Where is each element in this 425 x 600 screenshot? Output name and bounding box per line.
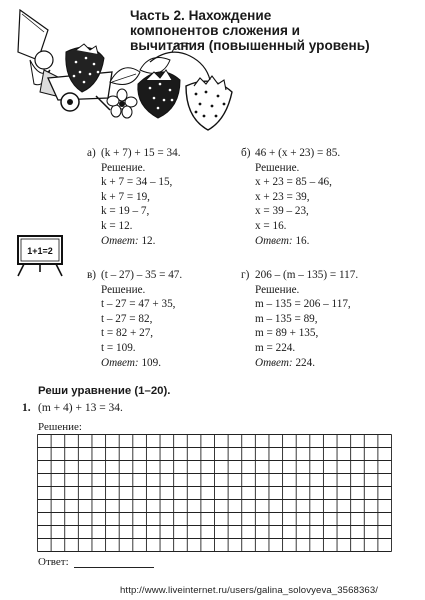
example-b-task-line xyxy=(241,146,341,161)
example-b-step: x + 23 = 39, xyxy=(255,190,310,203)
example-b xyxy=(241,146,341,248)
example-a xyxy=(87,146,181,248)
chalkboard-icon xyxy=(12,232,72,277)
exercise-number: 1. xyxy=(22,402,31,414)
example-g-step: m = 89 + 135, xyxy=(255,327,319,340)
title-line-1: Часть 2. Нахождение xyxy=(130,8,272,23)
example-a-answer-value: 12. xyxy=(141,234,156,247)
example-a-answer-label: Ответ: xyxy=(101,234,139,247)
example-g-step: m – 135 = 89, xyxy=(255,312,318,325)
example-v-task: (t – 27) – 35 = 47. xyxy=(101,269,183,281)
answer-blank-line[interactable] xyxy=(74,567,154,568)
example-v xyxy=(87,268,183,370)
example-g-letter: г) xyxy=(241,269,250,281)
example-v-answer-label: Ответ: xyxy=(101,356,139,369)
title-line-3: вычитания (повышенный уровень) xyxy=(130,38,370,53)
example-g-step: m – 135 = 206 – 117, xyxy=(255,298,351,311)
example-a-solution-label: Решение. xyxy=(101,161,146,174)
example-b-step: x = 16. xyxy=(255,219,287,232)
example-b-answer-label: Ответ: xyxy=(255,234,293,247)
solution-grid[interactable] xyxy=(37,434,392,552)
example-a-step: k + 7 = 19, xyxy=(101,190,150,203)
example-g-solution-label: Решение. xyxy=(255,283,300,296)
solution-label: Решение: xyxy=(38,421,82,433)
title-line-2: компонентов сложения и xyxy=(130,23,301,38)
example-b-step: x = 39 – 23, xyxy=(255,205,309,218)
strawberry-gnome-illustration xyxy=(0,0,235,135)
example-v-solution-label: Решение. xyxy=(101,283,146,296)
example-v-answer xyxy=(101,356,182,371)
example-a-answer xyxy=(101,234,181,249)
example-a-step: k = 12. xyxy=(101,219,133,232)
example-v-answer-value: 109. xyxy=(141,356,162,369)
example-v-step: t – 27 = 82, xyxy=(101,312,153,325)
example-b-task: 46 + (x + 23) = 85. xyxy=(255,147,341,159)
example-b-step: x + 23 = 85 – 46, xyxy=(255,176,332,189)
example-v-step: t = 82 + 27, xyxy=(101,327,154,340)
example-v-task-line xyxy=(87,268,183,283)
example-a-task: (k + 7) + 15 = 34. xyxy=(101,147,181,159)
example-g xyxy=(241,268,359,370)
example-b-solution-label: Решение. xyxy=(255,161,300,174)
chalkboard-text: 1+1=2 xyxy=(27,246,53,256)
answer-label: Ответ: xyxy=(38,556,69,568)
example-b-letter: б) xyxy=(241,147,251,159)
example-g-answer-value: 224. xyxy=(295,356,316,369)
example-g-step: m = 224. xyxy=(255,341,296,354)
example-v-step: t = 109. xyxy=(101,341,136,354)
exercise-heading: Реши уравнение (1–20). xyxy=(38,385,171,397)
example-g-task: 206 – (m – 135) = 117. xyxy=(255,269,359,281)
example-a-task-line xyxy=(87,146,181,161)
example-a-step: k = 19 – 7, xyxy=(101,205,150,218)
example-g-answer-label: Ответ: xyxy=(255,356,293,369)
source-url: http://www.liveinternet.ru/users/galina_solovyeva_3568363/ xyxy=(120,585,379,596)
example-b-answer xyxy=(255,234,340,249)
example-b-answer-value: 16. xyxy=(295,234,310,247)
exercise-equation: (m + 4) + 13 = 34. xyxy=(38,402,123,414)
example-g-task-line xyxy=(241,268,359,283)
example-v-step: t – 27 = 47 + 35, xyxy=(101,298,176,311)
example-g-answer xyxy=(255,356,358,371)
example-a-step: k + 7 = 34 – 15, xyxy=(101,176,173,189)
example-v-letter: в) xyxy=(87,269,97,281)
example-a-letter: а) xyxy=(87,147,96,159)
